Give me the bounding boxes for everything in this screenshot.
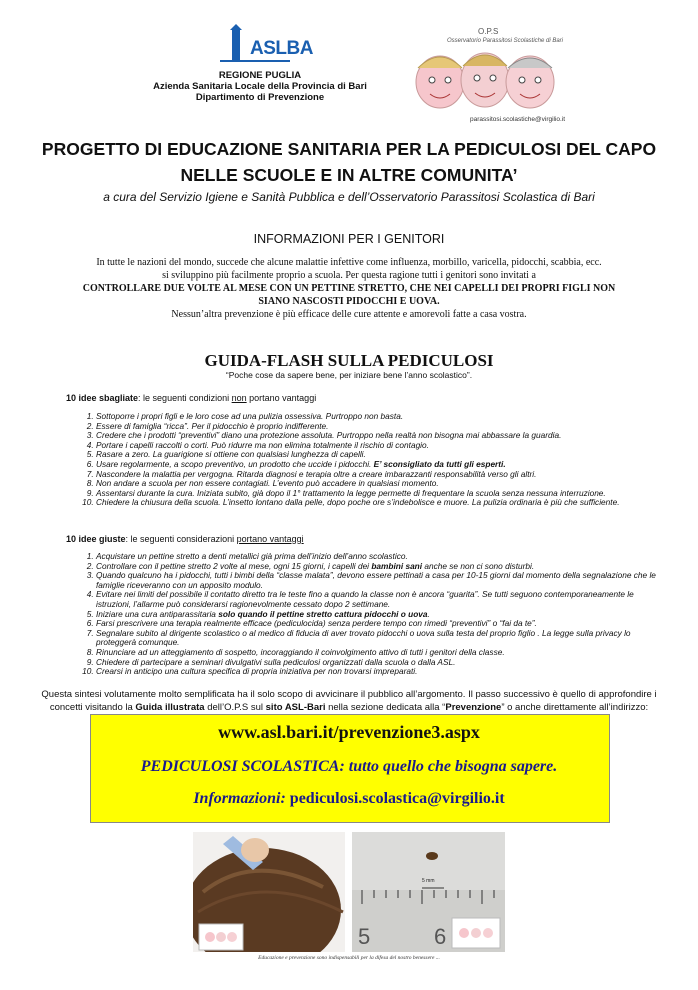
list-item: 4. Portare i capelli raccolti o corti. Può ridurre ma non elimina totalmente il rischio di contagio. bbox=[96, 441, 666, 451]
list-item: 9. Chiedere di partecipare a seminari divulgativi sulla pediculosi organizzati dalla scuola o dalla ASL. bbox=[96, 658, 666, 668]
site-label: sito ASL-Bari bbox=[265, 702, 326, 713]
ruler-digit-5: 5 bbox=[358, 924, 371, 949]
ruler-digit-6: 6 bbox=[434, 924, 447, 949]
right-heading-pre: : le seguenti considerazioni bbox=[125, 534, 237, 544]
closing-text4: ” o anche direttamente all’indirizzo: bbox=[501, 702, 649, 713]
department-name: Dipartimento di Prevenzione bbox=[195, 92, 325, 103]
wrong-heading-bold: 10 idee sbagliate bbox=[66, 393, 139, 403]
list-item: 10. Crearsi in anticipo una cultura specifica di propria iniziativa per non trovarsi impreparati. bbox=[96, 667, 666, 677]
guide-link-label: Guida illustrata bbox=[135, 702, 205, 713]
intro-line3: CONTROLLARE DUE VOLTE AL MESE CON UN PETTINE STRETTO, CHE NEI CAPELLI DEI PROPRI FIGLI NON bbox=[82, 283, 616, 294]
info-label: Informazioni: bbox=[193, 790, 290, 807]
highlight-tagline: PEDICULOSI SCOLASTICA: tutto quello che bisogna sapere. bbox=[140, 758, 558, 775]
scale-label: 5 mm bbox=[422, 878, 435, 884]
info-heading: INFORMAZIONI PER I GENITORI bbox=[253, 232, 445, 246]
intro-paragraph bbox=[60, 256, 638, 321]
list-item: 8. Rinunciare ad un atteggiamento di sospetto, incoraggiando il coinvolgimento attivo di tutti i genitori della classe. bbox=[96, 648, 666, 658]
main-title-line2: NELLE SCUOLE E IN ALTRE COMUNITA’ bbox=[180, 165, 518, 185]
closing-text2: dell’O.P.S sul bbox=[204, 702, 266, 713]
list-item-bold: bambini sani bbox=[371, 560, 423, 571]
main-title bbox=[30, 136, 668, 188]
ops-logo-title: O.P.S bbox=[478, 27, 499, 36]
list-item-text: Usare regolarmente, a scopo preventivo, un prodotto che uccide i pidocchi. bbox=[96, 458, 374, 469]
intro-line5: Nessun’altra prevenzione è più efficace delle cure attente e amorevoli fatte a casa vostra. bbox=[171, 309, 527, 320]
ops-logo-subtitle: Osservatorio Parassitosi Scolastiche di Bari bbox=[446, 38, 564, 44]
info-line bbox=[90, 790, 608, 808]
right-ideas-heading bbox=[66, 534, 304, 544]
intro-line1: In tutte le nazioni del mondo, succede che alcune malattie infettive come influenza, morbillo, varicella, pidocchi, scabbia, ecc. bbox=[96, 257, 602, 268]
right-heading-bold: 10 idee giuste bbox=[66, 534, 126, 544]
list-item: 7. Nascondere la malattia per vergogna. Ritarda diagnosi e terapia oltre a creare imbarazzanti responsabilità verso gli altri. bbox=[96, 470, 666, 480]
closing-paragraph bbox=[40, 688, 658, 714]
list-item-bold: solo quando il pettine stretto cattura pidocchi o uova bbox=[218, 608, 428, 619]
right-heading-under: portano vantaggi bbox=[236, 534, 304, 544]
louse-ruler-photo bbox=[352, 832, 505, 952]
list-item: 6. Farsi prescrivere una terapia realmente efficace (pediculocida) senza perdere tempo con rimedi “preventivi” o “fai da te”. bbox=[96, 619, 666, 629]
wrong-heading-pre: : le seguenti condizioni bbox=[138, 393, 232, 403]
list-item-text-post: . bbox=[427, 608, 430, 619]
list-item-text-post: anche se non ci sono disturbi. bbox=[422, 560, 535, 571]
list-item-text: Controllare con il pettine stretto 2 volte al mese, ogni 15 giorni, i capelli dei bbox=[96, 560, 372, 571]
asl-logo-text: ASLBA bbox=[250, 38, 313, 59]
list-item: 3. Quando qualcuno ha i pidocchi, tutti i bimbi della “classe malata”, devono essere pettinati a casa per 10-15 giorni dal momento della segnalazione che le famiglie riceveranno con un apposito modulo. bbox=[96, 571, 666, 590]
footer-note: Educazione e prevenzione sono indispensabili per la difesa del nostro benessere ... bbox=[258, 955, 440, 961]
list-item: 1. Acquistare un pettine stretto a denti metallici già prima dell’inizio dell’anno scolastico. bbox=[96, 552, 666, 562]
closing-text1: Questa sintesi volutamente molto semplificata ha il solo scopo di avvicinare il pubblico all’argomento. Il passo successivo è quello di approfondire i concetti visitando la bbox=[41, 689, 657, 713]
ops-email: parassitosi.scolastiche@virgilio.it bbox=[470, 116, 566, 123]
right-ideas-list bbox=[70, 552, 666, 677]
ops-cartoon-faces-icon bbox=[410, 46, 560, 114]
list-item: 7. Segnalare subito al dirigente scolastico o al medico di fiducia di aver trovato pidocchi o uova sulla testa del proprio figlio . La legge sulla privacy lo proteggerà comunque. bbox=[96, 629, 666, 648]
intro-line4: SIANO NASCOSTI PIDOCCHI E UOVA. bbox=[258, 296, 440, 307]
prevention-label: Prevenzione bbox=[445, 702, 502, 713]
list-item: 8. Non andare a scuola per non essere contagiati. L’evento può accadere in qualsiasi momento. bbox=[96, 479, 666, 489]
authority-block bbox=[140, 70, 380, 103]
contact-email[interactable]: pediculosi.scolastica@virgilio.it bbox=[289, 790, 505, 807]
list-item: 4. Evitare nei limiti del possibile il contatto diretto tra le teste fino a quando la classe non è ancora “guarita”. Se tutti seguono contemporaneamente le istruzioni, l’allarme può considerarsi ragionevolmente cessato dopo 2 settimane. bbox=[96, 590, 666, 609]
region-label: REGIONE PUGLIA bbox=[218, 70, 302, 81]
list-item: 10. Chiedere la chiusura della scuola. L’insetto lontano dalla pelle, dopo poche ore s’indebolisce e muore. La pulizia ordinaria è più che sufficiente. bbox=[96, 498, 666, 508]
wrong-heading-under: non bbox=[231, 393, 247, 403]
list-item-bold: E’ sconsigliato da tutti gli esperti. bbox=[373, 458, 506, 469]
list-item: 9. Assentarsi durante la cura. Iniziata subito, già dopo il 1° trattamento la legge permette di frequentare la scuola senza nessuna interruzione. bbox=[96, 489, 666, 499]
list-item: 5. Rasare a zero. La guarigione si ottiene con qualsiasi lunghezza di capelli. bbox=[96, 450, 666, 460]
wrong-ideas-heading bbox=[66, 393, 316, 403]
website-url[interactable]: www.asl.bari.it/prevenzione3.aspx bbox=[218, 722, 480, 742]
guide-subtitle: “Poche cose da sapere bene, per iniziare bene l’anno scolastico”. bbox=[225, 370, 473, 380]
list-item-text: Iniziare una cura antiparassitaria bbox=[96, 608, 219, 619]
wrong-ideas-list bbox=[70, 412, 666, 508]
closing-text3: nella sezione dedicata alla “ bbox=[325, 702, 446, 713]
list-item: 1. Sottoporre i propri figli e le loro cose ad una pulizia ossessiva. Purtroppo non basta. bbox=[96, 412, 666, 422]
guide-title: GUIDA-FLASH SULLA PEDICULOSI bbox=[204, 351, 494, 370]
authority-name: Azienda Sanitaria Locale della Provincia di Bari bbox=[153, 81, 367, 92]
list-item: 3. Credere che i prodotti “preventivi” diano una protezione assoluta. Purtroppo nella realtà non bisogna mai abbassare la guardia. bbox=[96, 431, 666, 441]
wrong-heading-post: portano vantaggi bbox=[246, 393, 317, 403]
intro-line2: si sviluppino più facilmente proprio a scuola. Per questa ragione tutti i genitori sono invitati a bbox=[162, 270, 536, 281]
list-item: 2. Essere di famiglia “ricca”. Per il pidocchio è proprio indifferente. bbox=[96, 422, 666, 432]
combing-hair-photo bbox=[193, 832, 345, 952]
subtitle: a cura del Servizio Igiene e Sanità Pubblica e dell’Osservatorio Parassitosi Scolastica di Bari bbox=[103, 190, 595, 204]
main-title-line1: PROGETTO DI EDUCAZIONE SANITARIA PER LA PEDICULOSI DEL CAPO bbox=[41, 139, 657, 159]
